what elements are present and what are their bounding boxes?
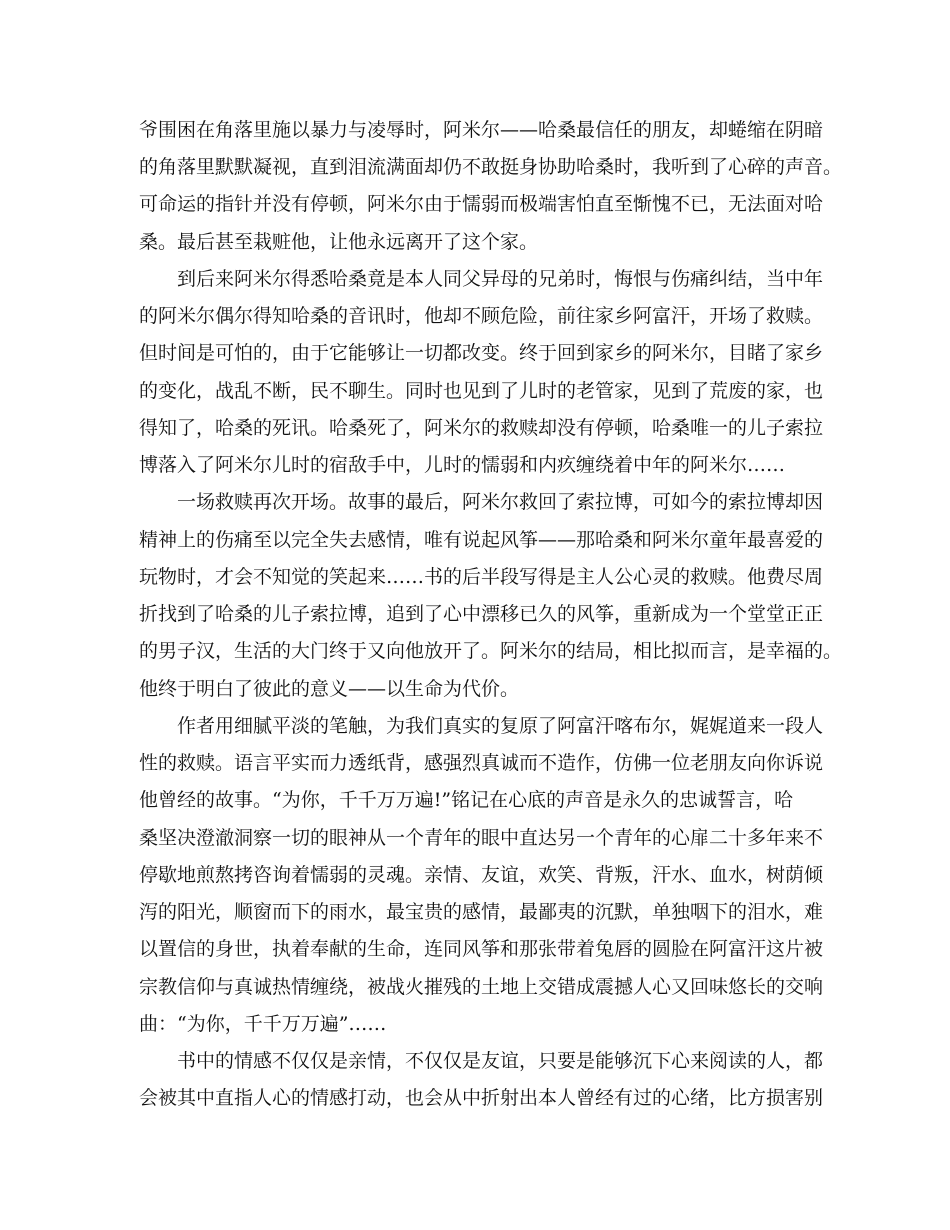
text-line: 他曾经的故事。“为你，千千万万遍!”铭记在心底的声音是永久的忠诚誓言，哈 <box>139 789 794 811</box>
text-line: 爷围困在角落里施以暴力与凌辱时，阿米尔——哈桑最信任的朋友，却蜷缩在阴暗 <box>139 119 824 141</box>
text-line: 停歇地煎熬拷咨询着懦弱的灵魂。亲情、友谊，欢笑、背叛，汗水、血水，树荫倾 <box>139 864 824 886</box>
text-line: 精神上的伤痛至以完全失去感情，唯有说起风筝——那哈桑和阿米尔童年最喜爱的 <box>139 529 824 551</box>
text-line: 会被其中直指人心的情感打动，也会从中折射出本人曾经有过的心绪，比方损害别 <box>139 1087 824 1109</box>
paragraph-first-line: 书中的情感不仅仅是亲情，不仅仅是友谊，只要是能够沉下心来阅读的人，都 <box>177 1050 824 1072</box>
text-line: 以置信的身世，执着奉献的生命，连同风筝和那张带着兔唇的圆脸在阿富汗这片被 <box>139 938 824 960</box>
text-line: 的阿米尔偶尔得知哈桑的音讯时，他却不顾危险，前往家乡阿富汗，开场了救赎。 <box>139 305 824 327</box>
text-line: 折找到了哈桑的儿子索拉博，追到了心中漂移已久的风筝，重新成为一个堂堂正正 <box>139 603 824 625</box>
paragraph-first-line: 作者用细腻平淡的笔触，为我们真实的复原了阿富汗喀布尔，娓娓道来一段人 <box>177 715 824 737</box>
text-line: 得知了，哈桑的死讯。哈桑死了，阿米尔的救赎却没有停顿，哈桑唯一的儿子索拉 <box>139 417 824 439</box>
text-line: 桑。最后甚至栽赃他，让他永远离开了这个家。 <box>139 231 539 253</box>
text-line: 曲：“为你，千千万万遍”…… <box>139 1013 387 1035</box>
paragraph-first-line: 到后来阿米尔得悉哈桑竟是本人同父异母的兄弟时，悔恨与伤痛纠结，当中年 <box>177 268 824 290</box>
text-line: 他终于明白了彼此的意义——以生命为代价。 <box>139 678 520 700</box>
text-line: 宗教信仰与真诚热情缠绕，被战火摧残的土地上交错成震撼人心又回味悠长的交响 <box>139 976 824 998</box>
text-line: 玩物时，才会不知觉的笑起来……书的后半段写得是主人公心灵的救赎。他费尽周 <box>139 566 824 588</box>
text-line: 的男子汉，生活的大门终于又向他放开了。阿米尔的结局，相比拟而言，是幸福的。 <box>139 640 843 662</box>
text-line: 的变化，战乱不断，民不聊生。同时也见到了儿时的老管家，见到了荒废的家，也 <box>139 380 824 402</box>
text-line: 但时间是可怕的，由于它能够让一切都改变。终于回到家乡的阿米尔，目睹了家乡 <box>139 342 824 364</box>
text-line: 可命运的指针并没有停顿，阿米尔由于懦弱而极端害怕直至惭愧不已，无法面对哈 <box>139 193 824 215</box>
paragraph-first-line: 一场救赎再次开场。故事的最后，阿米尔救回了索拉博，可如今的索拉博却因 <box>177 491 824 513</box>
text-line: 的角落里默默凝视，直到泪流满面却仍不敢挺身协助哈桑时，我听到了心碎的声音。 <box>139 156 843 178</box>
text-line: 博落入了阿米尔儿时的宿敌手中，儿时的懦弱和内疚缠绕着中年的阿米尔…… <box>139 454 786 476</box>
text-line: 桑坚决澄澈洞察一切的眼神从一个青年的眼中直达另一个青年的心扉二十多年来不 <box>139 827 824 849</box>
text-line: 性的救赎。语言平实而力透纸背，感强烈真诚而不造作，仿佛一位老朋友向你诉说 <box>139 752 824 774</box>
text-line: 泻的阳光，顺窗而下的雨水，最宝贵的感情，最鄙夷的沉默，单独咽下的泪水，难 <box>139 901 824 923</box>
